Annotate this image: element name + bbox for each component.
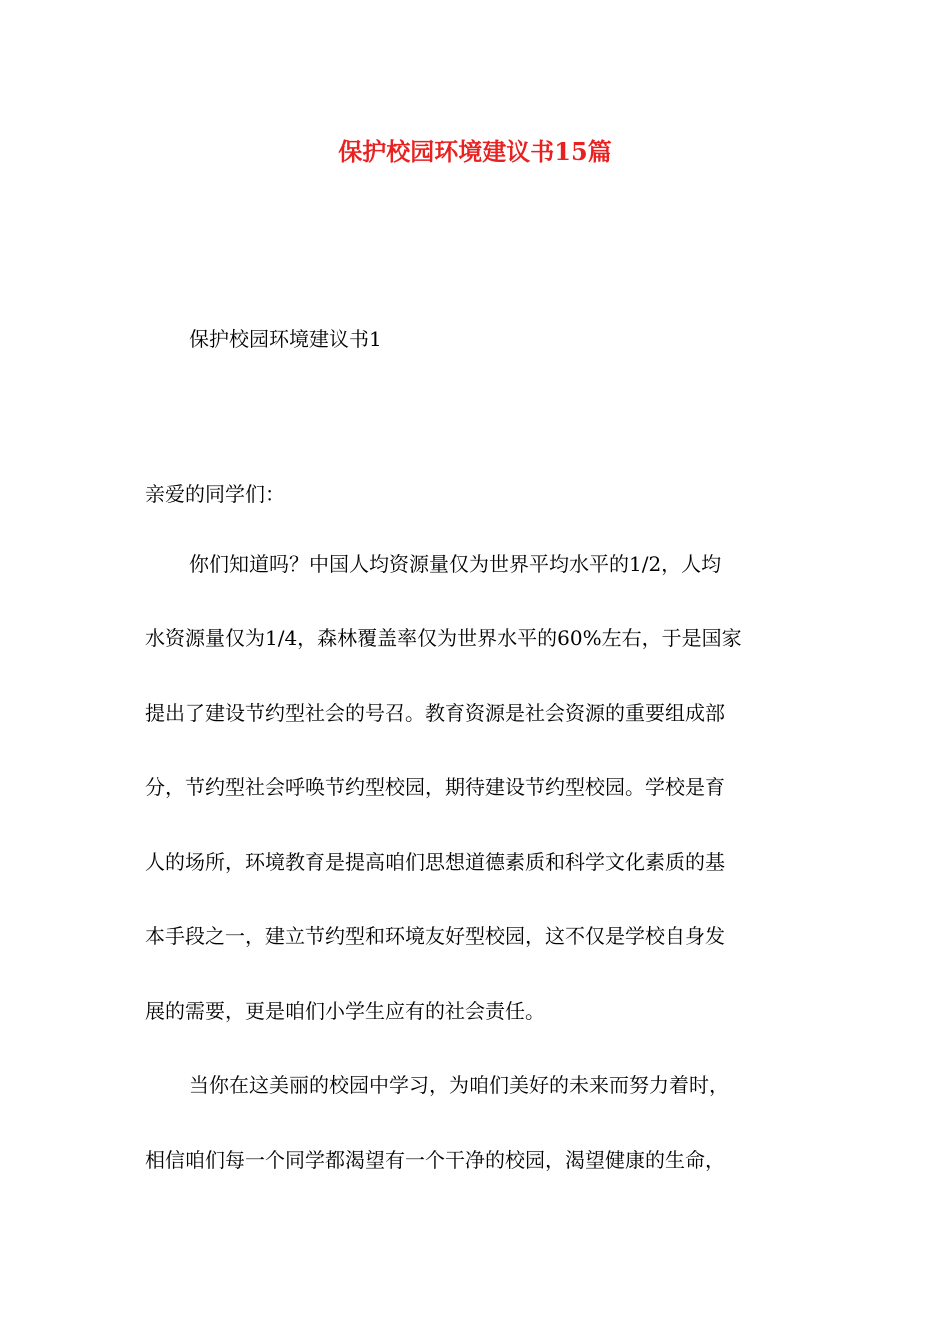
- paragraph-1-line-5: 人的场所，环境教育是提高咱们思想道德素质和科学文化素质的基: [145, 850, 725, 874]
- paragraph-2-line-2: 相信咱们每一个同学都渴望有一个干净的校园，渴望健康的生命，: [145, 1148, 725, 1172]
- paragraph-1-line-6: 本手段之一，建立节约型和环境友好型校园，这不仅是学校自身发: [145, 924, 725, 948]
- paragraph-1-line-3: 提出了建设节约型社会的号召。教育资源是社会资源的重要组成部: [145, 701, 725, 725]
- paragraph-2-line-1: 当你在这美丽的校园中学习，为咱们美好的未来而努力着时，: [189, 1073, 729, 1097]
- paragraph-1-line-7: 展的需要，更是咱们小学生应有的社会责任。: [145, 999, 545, 1023]
- paragraph-1-line-4: 分，节约型社会呼唤节约型校园，期待建设节约型校园。学校是育: [145, 775, 725, 799]
- section-heading: 保护校园环境建议书1: [189, 327, 382, 351]
- paragraph-1-line-1: 你们知道吗？中国人均资源量仅为世界平均水平的1/2，人均: [189, 552, 722, 576]
- document-title: 保护校园环境建议书15篇: [338, 137, 612, 166]
- paragraph-1-line-2: 水资源量仅为1/4，森林覆盖率仅为世界水平的60%左右，于是国家: [145, 626, 742, 650]
- greeting-line: 亲爱的同学们：: [145, 482, 285, 506]
